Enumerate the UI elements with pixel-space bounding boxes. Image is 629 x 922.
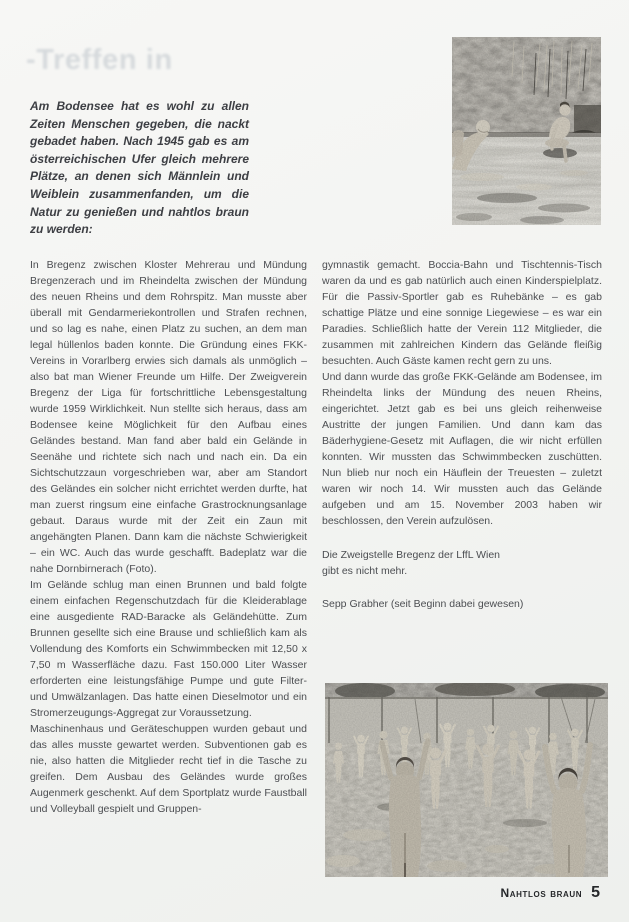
show-through-headline: -Treffen in (26, 44, 173, 76)
closing-line: gibt es nicht mehr. (322, 565, 408, 577)
stream-bathers-photo (452, 37, 601, 225)
lead-paragraph: Am Bodensee hat es wohl zu allen Zeiten Menschen gegeben, die nackt gebadet haben. Nach 1945 gab es am österreichischen Ufer gleich mehrere Plätze, an denen sich Männlein und Weiblein zusammenfanden, um die Natur zu genießen und nahtlos braun zu werden: (30, 99, 249, 237)
body-paragraph: gymnastik gemacht. Boccia-Bahn und Tischtennis-Tisch waren da und es gab natürlich auch einen Kinderspielplatz. Für die Passiv-Sportler gab es Ruhebänke – es gab schattige Plätze und eine sonnige Liegewiese – es war ein Paradies. Schließlich hatte der Verein 112 Mitglieder, die zusammen mit zahlreichen Kindern das Gelände fleißig besuchten. Auch Gäste kamen recht gern zu uns. (322, 259, 602, 367)
body-column-right (322, 257, 602, 612)
closing-note (322, 547, 602, 579)
body-paragraph: Und dann wurde das große FKK-Gelände am Bodensee, im Rheindelta links der Mündung des neuen Rheins, eingerichtet. Jetzt gab es bei uns gleich reihenweise Austritte der jungen Familien. Und dann kam das Bäderhygiene-Gesetz mit Auflagen, die wir nicht erfüllen konnten. Wir mussten das Schwimmbecken zuschütten. Nun blieb nur noch ein Häuflein der Treuesten – zuletzt waren wir noch 14. Wir mussten auch das Gelände aufgeben und am 15. November 2003 haben wir beschlossen, den Verein aufzulösen. (322, 371, 602, 527)
group-gymnastics-photo (325, 683, 608, 877)
page-footer (501, 884, 600, 902)
author-byline: Sepp Grabher (seit Beginn dabei gewesen) (322, 598, 524, 610)
page-number: 5 (591, 884, 600, 901)
body-paragraph: Im Gelände schlug man einen Brunnen und bald folgte einem einfachen Regenschutzdach für die Kleiderablage eine ausgediente RAD-Baracke als Geländehütte. Zum Brunnen gesellte sich eine Brause und schließlich kam als Vollendung des Komforts ein Schwimmbecken mit 12,50 x 7,50 m Wasserfläche dazu. Fast 150.000 Liter Wasser erforderten eine leistungsfähige Pumpe und gute Filter- und Umwälzanlagen. Das hatte einen Dieselmotor und ein Stromerzeugungs-Aggregat zur Voraussetzung. (30, 579, 307, 719)
body-paragraph: Maschinenhaus und Geräteschuppen wurden gebaut und das alles musste gewartet werden. Subventionen gab es nie, also hatten die Mitglieder recht tief in die Tasche zu greifen. Dem Ausbau des Geländes wurde großes Augenmerk geschenkt. Auf dem Sportplatz wurde Faustball und Volleyball gespielt und Gruppen- (30, 723, 307, 815)
body-paragraph: In Bregenz zwischen Kloster Mehrerau und Mündung Bregenzerach und im Rheindelta zwischen der Mündung des neuen Rheins und dem Rohrspitz. Man musste aber überall mit Gendarmeriekontrollen und Strafen rechnen, und so lag es nahe, einen Platz zu suchen, an dem man legal hüllenlos baden konnte. Die Gründung eines FKK-Vereins in Vorarlberg erwies sich damals als unmöglich – also bat man Wiener Freunde um Hilfe. Der Zweigverein Bregenz der Liga für fortschrittliche Lebensgestaltung wurde 1959 Wirklichkeit. Nun stellte sich heraus, dass am Bodensee keine Möglichkeit für den Aufbau eines Geländes bestand. Man fand aber bald ein Gelände in Seenähe und richtete sich nach und nach ein. Da ein Sichtschutzzaun vorgeschrieben war, aber am Standort des Geländes ein solcher nicht errichtet werden durfte, hat man zuerst ringsum eine einfache Grastrocknungsanlage gebaut. Daraus wurde mit der Zeit ein Zaun mit angehängten Planen. Dann kam die nächste Schwierigkeit – ein WC. Auch das wurde geschafft. Badeplatz war die nahe Dornbirnerach (Foto). (30, 259, 307, 575)
body-column-left (30, 257, 307, 817)
magazine-title: Nahtlos braun (500, 886, 583, 900)
closing-line: Die Zweigstelle Bregenz der LffL Wien (322, 549, 501, 561)
